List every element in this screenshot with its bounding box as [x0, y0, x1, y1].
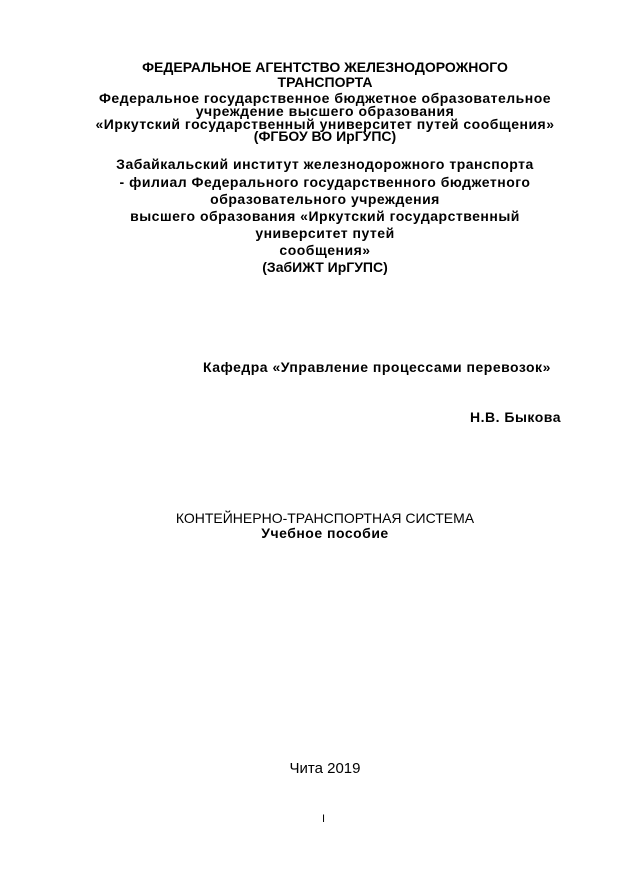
department: Кафедра «Управление процессами перевозок»: [203, 359, 551, 375]
author: Н.В. Быкова: [470, 409, 561, 425]
institute-line-4: высшего образования «Иркутский государственный: [130, 208, 520, 224]
university-line-1: Федеральное государственное бюджетное образовательное: [98, 90, 552, 106]
institute-line-5: университет путей: [255, 225, 395, 241]
institute-line-3: образовательного учреждения: [210, 191, 440, 207]
institute-line-6: сообщения»: [279, 242, 371, 258]
institute-line-1: Забайкальский институт железнодорожного транспорта: [116, 156, 534, 172]
university-line-3: «Иркутский государственный университет путей сообщения»: [95, 116, 555, 132]
university-line-2: учреждение высшего образования: [195, 103, 455, 119]
city-year: Чита 2019: [289, 760, 361, 777]
page-number: I: [322, 813, 326, 825]
agency-line-1: ФЕДЕРАЛЬНОЕ АГЕНТСТВО ЖЕЛЕЗНОДОРОЖНОГО: [142, 59, 508, 75]
institute-abbreviation: (ЗабИЖТ ИрГУПС): [262, 259, 388, 275]
institute-line-2: - филиал Федерального государственного бюджетного: [119, 174, 531, 190]
university-abbreviation: (ФГБОУ ВО ИрГУПС): [253, 128, 397, 144]
book-subtitle: Учебное пособие: [261, 525, 389, 541]
book-title: КОНТЕЙНЕРНО-ТРАНСПОРТНАЯ СИСТЕМА: [175, 510, 475, 526]
agency-line-2: ТРАНСПОРТА: [277, 74, 373, 90]
